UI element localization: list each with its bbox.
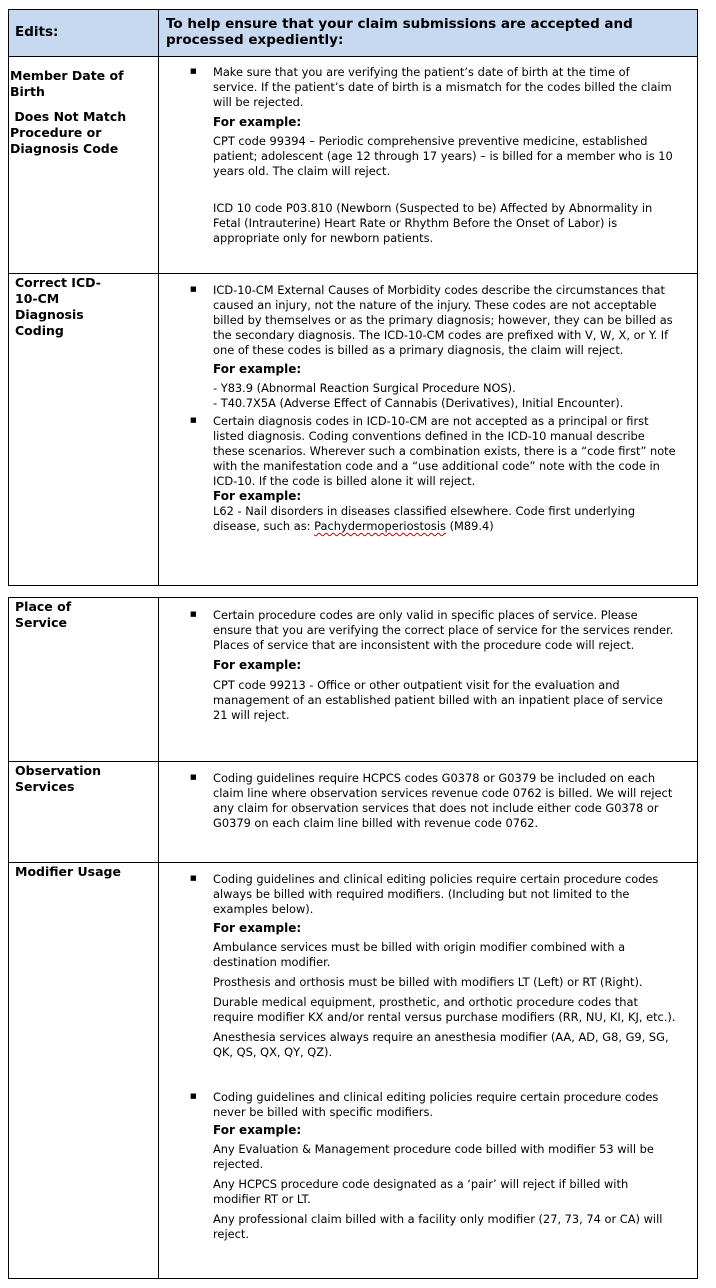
example-text-part: L62 - Nail disorders in diseases classified elsewhere. Code first underlying disease, such as: bbox=[213, 504, 636, 533]
example-text: CPT code 99394 – Periodic comprehensive preventive medicine, established patient; adolescent (age 12 through 17 years) – is billed for a member who is 10 years old. The claim will reject. bbox=[213, 134, 673, 178]
example-text: CPT code 99213 - Office or other outpatient visit for the evaluation and management of an established patient billed with an inpatient place of service 21 will reject. bbox=[213, 678, 663, 722]
bullet-text: ■ Coding guidelines require HCPCS codes G0378 or G0379 be included on each claim line where observation services revenue code 0762 is billed. We will reject any claim for observation services that does not include either code G0378 or G0379 on each claim line billed with revenue code 0762. bbox=[213, 771, 673, 830]
bullet-item bbox=[213, 283, 677, 358]
example-label: For example: bbox=[213, 115, 302, 129]
row-place-of-service bbox=[9, 598, 697, 761]
example-text: - T40.7X5A (Adverse Effect of Cannabis (Derivatives), Initial Encounter). bbox=[213, 396, 624, 410]
row-label-place-of-service: Place of Service bbox=[9, 598, 159, 761]
example-text: ICD 10 code P03.810 (Newborn (Suspected to be) Affected by Abnormality in Fetal (Intrauterine) Heart Rate or Rhythm Before the Onset of Labor) is appropriate only for newborn patients. bbox=[213, 201, 653, 245]
row-label-observation-services: Observation Services bbox=[9, 762, 159, 862]
row-observation-services bbox=[9, 761, 697, 862]
row-content-modifier-usage bbox=[159, 863, 697, 1278]
bullet-item bbox=[213, 414, 677, 489]
edits-table-part-1 bbox=[8, 9, 698, 586]
header-description: To help ensure that your claim submissions are accepted and processed expediently: bbox=[166, 16, 633, 48]
row-content-member-dob bbox=[159, 57, 697, 273]
row-label-icd10: Correct ICD-10-CM Diagnosis Coding bbox=[9, 274, 159, 585]
bullet-item bbox=[213, 771, 677, 831]
bullet-item bbox=[213, 65, 677, 110]
example-text bbox=[213, 504, 677, 534]
example-text: Any professional claim billed with a facility only modifier (27, 73, 74 or CA) will reject. bbox=[213, 1212, 663, 1241]
example-label: For example: bbox=[213, 1123, 302, 1137]
row-content-observation-services bbox=[159, 762, 697, 862]
table-header-row bbox=[9, 10, 697, 56]
header-edits: Edits: bbox=[9, 10, 159, 56]
misspelled-term: Pachydermoperiostosis bbox=[314, 519, 446, 533]
example-text: Anesthesia services always require an anesthesia modifier (AA, AD, G8, G9, SG, QK, QS, QX, QY, QZ). bbox=[213, 1030, 669, 1059]
row-content-place-of-service bbox=[159, 598, 697, 761]
label-line-1: Member Date of Birth bbox=[10, 68, 124, 99]
bullet-text: ■ Coding guidelines and clinical editing policies require certain procedure codes always be billed with required modifiers. (Including but not limited to the examples below). bbox=[213, 872, 659, 916]
example-text: Prosthesis and orthosis must be billed with modifiers LT (Left) or RT (Right). bbox=[213, 975, 643, 989]
row-member-dob bbox=[9, 56, 697, 273]
example-label: For example: bbox=[213, 362, 302, 376]
example-text: Any HCPCS procedure code designated as a ‘pair’ will reject if billed with modifier RT or LT. bbox=[213, 1177, 629, 1206]
bullet-text: ■ Make sure that you are verifying the patient’s date of birth at the time of service. If the patient’s date of birth is a mismatch for the codes billed the claim will be rejected. bbox=[213, 65, 672, 109]
example-text: Ambulance services must be billed with origin modifier combined with a destination modifier. bbox=[213, 940, 626, 969]
example-text: - Y83.9 (Abnormal Reaction Surgical Procedure NOS). bbox=[213, 381, 516, 395]
label-line-2: Does Not Match Procedure or Diagnosis Code bbox=[10, 109, 131, 156]
example-label: For example: bbox=[213, 921, 302, 935]
row-content-icd10 bbox=[159, 274, 697, 585]
example-text: Durable medical equipment, prosthetic, and orthotic procedure codes that require modifier KX and/or rental versus purchase modifiers (RR, NU, KI, KJ, etc.). bbox=[213, 995, 676, 1024]
bullet-text: ■ Coding guidelines and clinical editing policies require certain procedure codes never be billed with specific modifiers. bbox=[213, 1090, 659, 1119]
example-text: Any Evaluation & Management procedure code billed with modifier 53 will be rejected. bbox=[213, 1142, 654, 1171]
edits-table-part-2 bbox=[8, 597, 698, 1279]
bullet-item bbox=[213, 608, 677, 653]
bullet-item bbox=[213, 1090, 677, 1120]
row-modifier-usage bbox=[9, 862, 697, 1278]
bullet-item bbox=[213, 872, 677, 917]
bullet-text: ■ ICD-10-CM External Causes of Morbidity codes describe the circumstances that caused an injury, not the nature of the injury. These codes are not acceptable billed by themselves or as the primary diagnosis; however, they can be billed as the secondary diagnosis. The ICD-10-CM codes are prefixed with V, W, X, or Y. If one of these codes is billed as a primary diagnosis, the claim will reject. bbox=[213, 283, 673, 357]
row-label-member-dob bbox=[9, 57, 159, 273]
row-label-modifier-usage: Modifier Usage bbox=[9, 863, 159, 1278]
example-label: For example: bbox=[213, 489, 302, 503]
example-text-part: (M89.4) bbox=[445, 519, 494, 533]
bullet-text: ■ Certain procedure codes are only valid in specific places of service. Please ensure that you are verifying the correct place of service for the services render. Places of service that are inconsistent with the procedure code will reject. bbox=[213, 608, 674, 652]
row-icd10 bbox=[9, 273, 697, 585]
example-label: For example: bbox=[213, 658, 302, 672]
bullet-text: ■ Certain diagnosis codes in ICD-10-CM are not accepted as a principal or first listed diagnosis. Coding conventions defined in the ICD-10 manual describe these scenarios. Wherever such a combination exists, there is a “code first” note with the manifestation code and a “use additional code” note with the code in ICD-10. If the code is billed alone it will reject. bbox=[213, 414, 676, 488]
